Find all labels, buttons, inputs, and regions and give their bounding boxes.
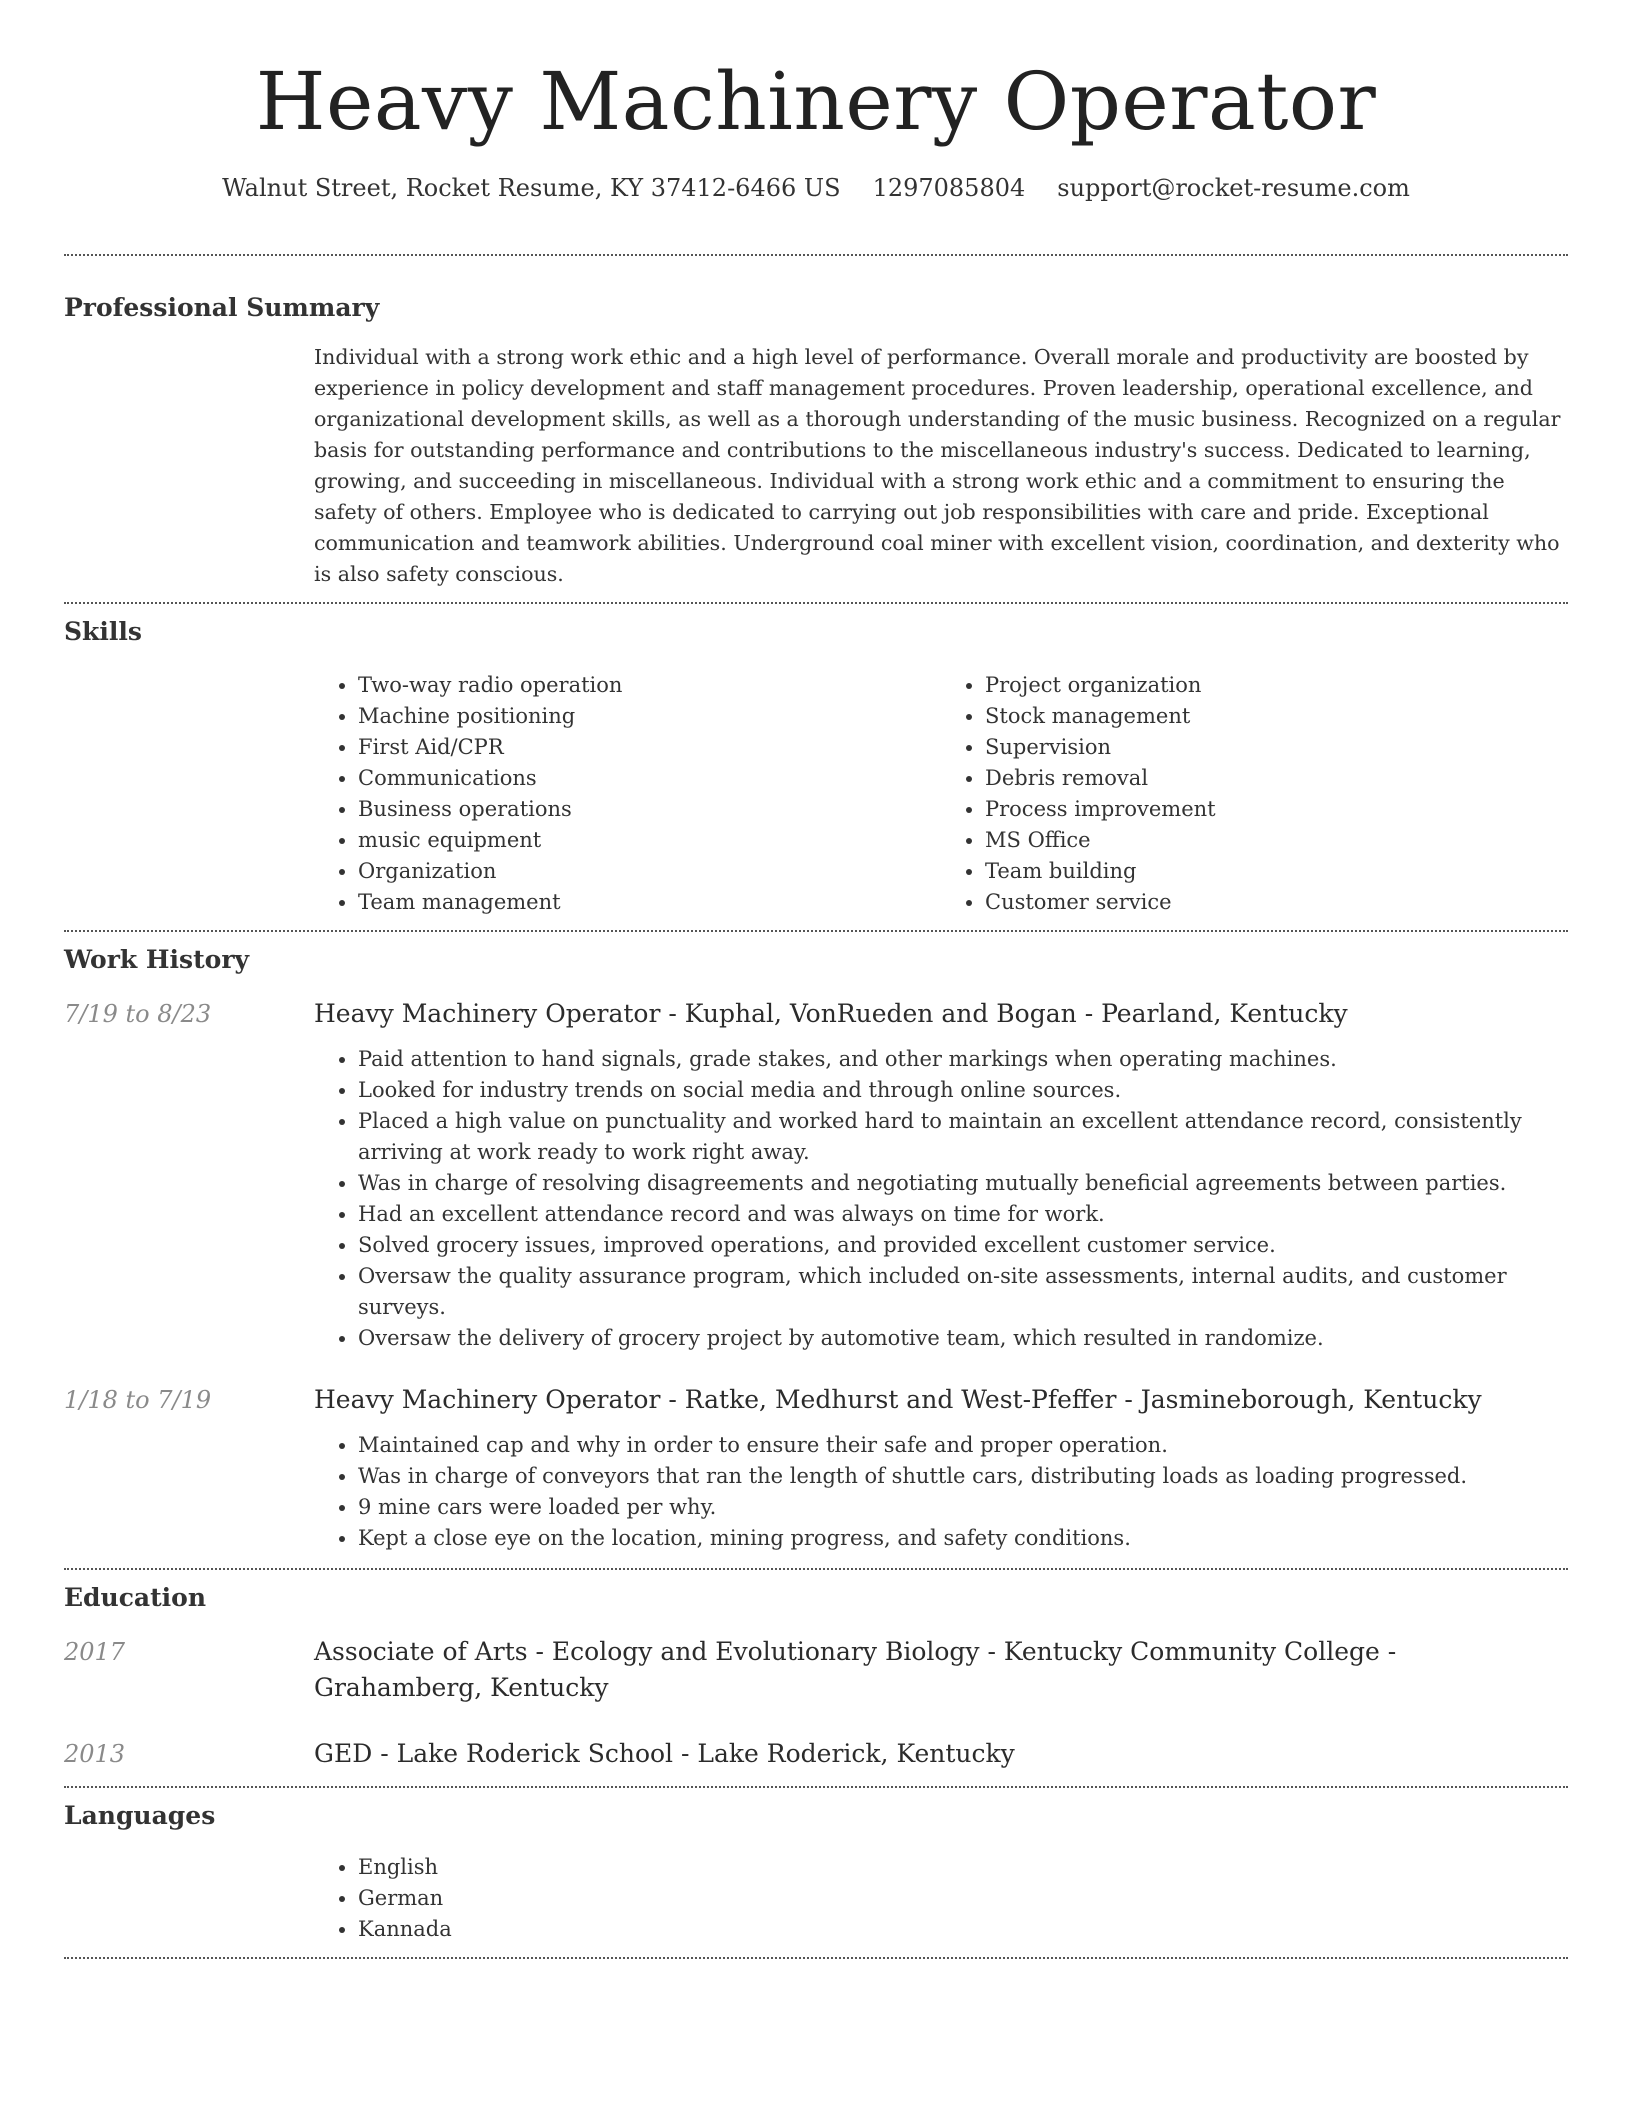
- job-bullet: • Solved grocery issues, improved operations, and provided excellent customer service.: [358, 1230, 1568, 1261]
- education-entry: [64, 1634, 1568, 1706]
- skill-item: • Team building: [985, 856, 1568, 887]
- section-title: Education: [64, 1583, 207, 1612]
- job-bullet: • Oversaw the quality assurance program, which included on-site assessments, internal audits, and customer surveys.: [358, 1261, 1568, 1323]
- skill-item: • Team management: [358, 887, 941, 918]
- job-bullets: [314, 1044, 1568, 1354]
- job-heading: Heavy Machinery Operator - Ratke, Medhurst and West-Pfeffer - Jasmineborough, Kentucky: [314, 1385, 1482, 1414]
- job-date: 7/19 to 8/23: [64, 1000, 212, 1028]
- email: support@rocket-resume.com: [1057, 174, 1410, 202]
- job-bullet: • Paid attention to hand signals, grade stakes, and other markings when operating machines.: [358, 1044, 1568, 1075]
- education-date: 2013: [64, 1740, 126, 1768]
- job-bullet: • Was in charge of conveyors that ran the length of shuttle cars, distributing loads as loading progressed.: [358, 1461, 1568, 1492]
- candidate-name: Heavy Machinery Operator: [255, 55, 1377, 148]
- skill-item: • Stock management: [985, 701, 1568, 732]
- summary-section: [0, 256, 1632, 590]
- skill-item: • Process improvement: [985, 794, 1568, 825]
- section-title: Work History: [64, 945, 250, 974]
- job-bullet: • Kept a close eye on the location, mining progress, and safety conditions.: [358, 1523, 1568, 1554]
- summary-text: Individual with a strong work ethic and a high level of performance. Overall morale and productivity are boosted by experience in policy development and staff management procedures. Proven leadership, operational excellence, and organizational development skills, as well as a thorough understanding of the music business. Recognized on a regular basis for outstanding performance and contributions to the miscellaneous industry's success. Dedicated to learning, growing, and succeeding in miscellaneous. Individual with a strong work ethic and a commitment to ensuring the safety of others. Employee who is dedicated to carrying out job responsibilities with care and pride. Exceptional communication and teamwork abilities. Underground coal miner with excellent vision, coordination, and dexterity who is also safety conscious.: [314, 345, 1561, 586]
- skill-item: • Business operations: [358, 794, 941, 825]
- languages-list: [314, 1852, 1568, 1945]
- skill-item: • MS Office: [985, 825, 1568, 856]
- skills-list-left: [314, 670, 941, 918]
- job-bullet: • Had an excellent attendance record and was always on time for work.: [358, 1199, 1568, 1230]
- languages-section: [0, 1788, 1632, 1945]
- skill-item: • Communications: [358, 763, 941, 794]
- skill-item: • Customer service: [985, 887, 1568, 918]
- education-entry: [64, 1736, 1568, 1772]
- skills-section: [0, 604, 1632, 918]
- skill-item: • Debris removal: [985, 763, 1568, 794]
- address: Walnut Street, Rocket Resume, KY 37412-6466 US: [222, 174, 841, 202]
- skill-item: • music equipment: [358, 825, 941, 856]
- language-item: • Kannada: [358, 1914, 1568, 1945]
- job-bullets: [314, 1430, 1568, 1554]
- work-section: [0, 932, 1632, 1554]
- job-entry: [64, 1382, 1568, 1554]
- education-section: [0, 1570, 1632, 1772]
- section-title: Languages: [64, 1801, 216, 1830]
- phone: 1297085804: [872, 174, 1026, 202]
- education-heading: GED - Lake Roderick School - Lake Roderick, Kentucky: [314, 1739, 1015, 1768]
- skill-item: • Machine positioning: [358, 701, 941, 732]
- section-title: Professional Summary: [64, 293, 380, 322]
- language-item: • German: [358, 1883, 1568, 1914]
- job-bullet: • Placed a high value on punctuality and worked hard to maintain an excellent attendance record, consistently arriving at work ready to work right away.: [358, 1106, 1568, 1168]
- skill-item: • Organization: [358, 856, 941, 887]
- education-heading: Associate of Arts - Ecology and Evolutionary Biology - Kentucky Community College - Grahamberg, Kentucky: [314, 1637, 1397, 1702]
- divider: [64, 1957, 1568, 1959]
- skill-item: • Supervision: [985, 732, 1568, 763]
- job-bullet: • 9 mine cars were loaded per why.: [358, 1492, 1568, 1523]
- job-bullet: • Looked for industry trends on social media and through online sources.: [358, 1075, 1568, 1106]
- contact-line: [0, 174, 1632, 202]
- language-item: • English: [358, 1852, 1568, 1883]
- job-bullet: • Was in charge of resolving disagreements and negotiating mutually beneficial agreements between parties.: [358, 1168, 1568, 1199]
- education-date: 2017: [64, 1638, 126, 1666]
- job-entry: [64, 996, 1568, 1354]
- skill-item: • Project organization: [985, 670, 1568, 701]
- resume-header: [0, 0, 1632, 202]
- skill-item: • Two-way radio operation: [358, 670, 941, 701]
- job-bullet: • Oversaw the delivery of grocery project by automotive team, which resulted in randomize.: [358, 1323, 1568, 1354]
- skills-list-right: [941, 670, 1568, 918]
- job-heading: Heavy Machinery Operator - Kuphal, VonRueden and Bogan - Pearland, Kentucky: [314, 999, 1348, 1028]
- job-bullet: • Maintained cap and why in order to ensure their safe and proper operation.: [358, 1430, 1568, 1461]
- section-title: Skills: [64, 617, 142, 646]
- job-date: 1/18 to 7/19: [64, 1386, 212, 1414]
- skill-item: • First Aid/CPR: [358, 732, 941, 763]
